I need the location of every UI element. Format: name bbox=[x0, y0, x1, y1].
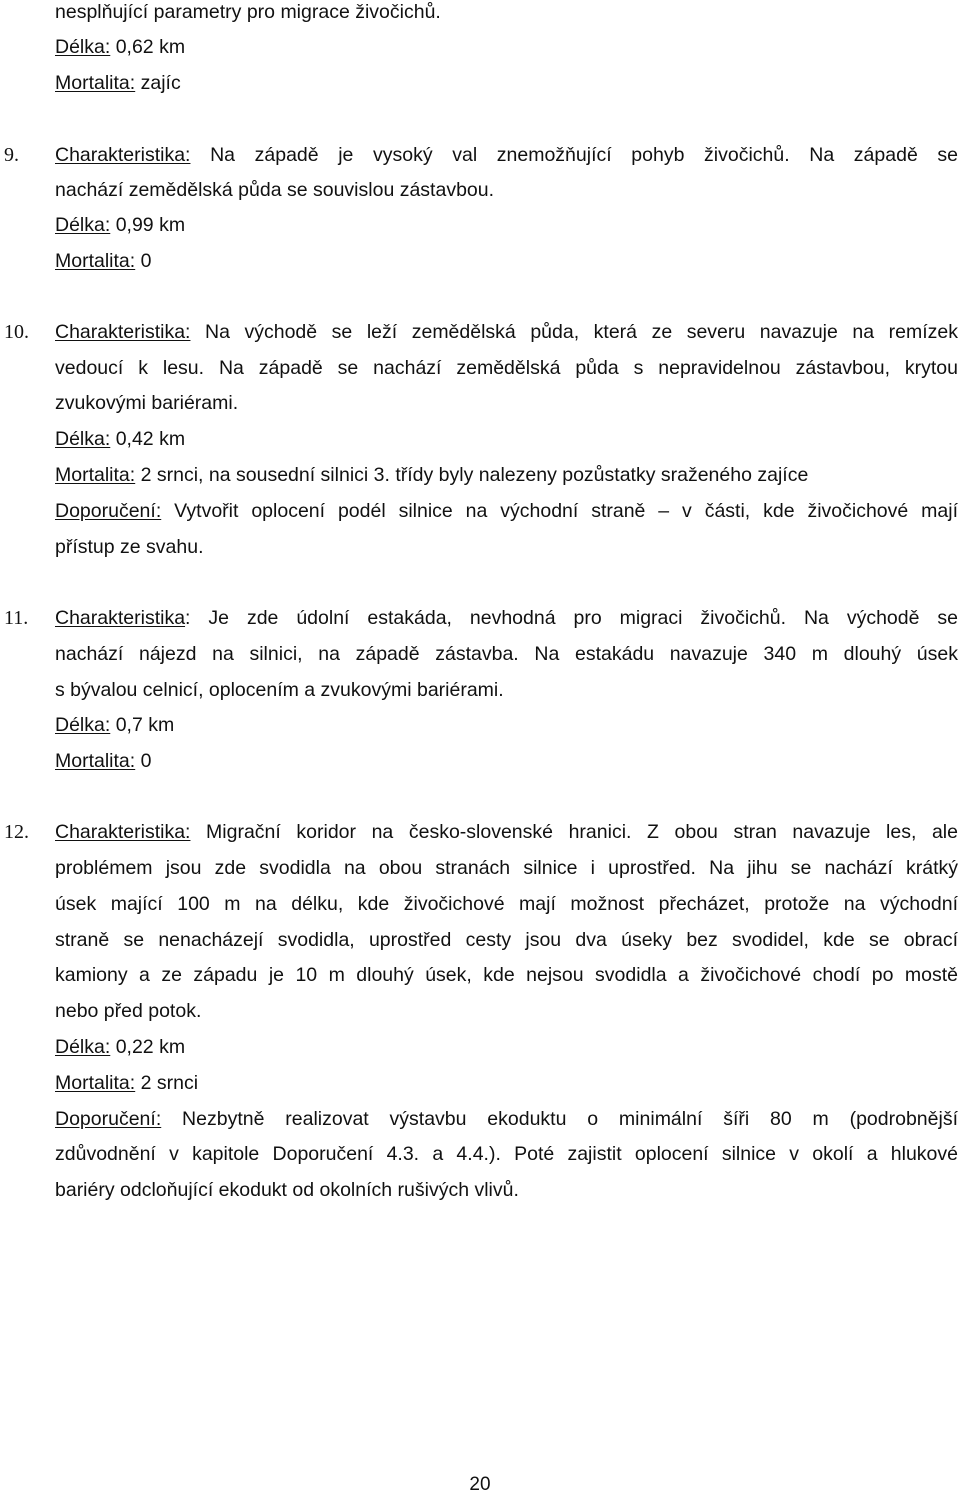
recommendation-text: Vytvořit oplocení podél silnice na východní straně – v části, kde živočichové mají bbox=[161, 500, 958, 522]
characteristic-text: Na východě se leží zemědělská půda, která ze severu navazuje na remízek bbox=[190, 321, 958, 343]
characteristic-text: Migrační koridor na česko-slovenské hranici. Z obou stran navazuje les, ale bbox=[190, 821, 958, 843]
mortality-label: Mortalita: bbox=[55, 1072, 136, 1094]
mortality-value: 0 bbox=[135, 750, 152, 772]
recommendation-text: Nezbytně realizovat výstavbu ekoduktu o minimální šíři 80 m (podrobnější bbox=[161, 1108, 958, 1130]
page-number: 20 bbox=[469, 1474, 491, 1495]
characteristic-text: : Je zde údolní estakáda, nevhodná pro migraci živočichů. Na východě se bbox=[185, 607, 958, 629]
item-number: 9. bbox=[4, 144, 19, 166]
item-12-text-line: úsek mající 100 m na délku, kde živočichové mají možnost přecházet, protože na východní bbox=[55, 893, 958, 915]
intro-text: nesplňující parametry pro migrace živočichů. bbox=[55, 1, 441, 23]
characteristic-label: Charakteristika: bbox=[55, 144, 191, 166]
mortality-label: Mortalita: bbox=[55, 72, 136, 94]
length-value: 0,7 km bbox=[110, 714, 175, 736]
mortality-value: 2 srnci, na sousední silnici 3. třídy byly nalezeny pozůstatky sraženého zajíce bbox=[135, 464, 809, 486]
item-number: 12. bbox=[4, 821, 29, 843]
mortality-value: zajíc bbox=[135, 72, 181, 94]
length-label: Délka: bbox=[55, 714, 111, 736]
length-label: Délka: bbox=[55, 214, 111, 236]
item-11-text-line: s bývalou celnicí, oplocením a zvukovými bariérami. bbox=[55, 679, 504, 701]
item-12-mortality bbox=[55, 1071, 960, 1095]
item-12-recommendation bbox=[55, 1107, 958, 1131]
item-10-text-line: zvukovými bariérami. bbox=[55, 392, 239, 414]
recommendation-label: Doporučení: bbox=[55, 500, 162, 522]
item-12-characteristic-line bbox=[55, 820, 958, 844]
recommendation-label: Doporučení: bbox=[55, 1108, 162, 1130]
length-value: 0,62 km bbox=[110, 36, 186, 58]
item-12-length bbox=[55, 1035, 960, 1059]
item-10-mortality bbox=[55, 463, 960, 487]
item-10-recommendation bbox=[55, 499, 958, 523]
item-9-length bbox=[55, 213, 960, 237]
item-9-mortality bbox=[55, 249, 960, 273]
length-value: 0,42 km bbox=[110, 428, 186, 450]
item-10-text-line: vedoucí k lesu. Na západě se nachází zemědělská půda s nepravidelnou zástavbou, krytou bbox=[55, 357, 958, 379]
length-label: Délka: bbox=[55, 428, 111, 450]
characteristic-label: Charakteristika: bbox=[55, 821, 191, 843]
item-9-text-line: nachází zemědělská půda se souvislou zástavbou. bbox=[55, 179, 495, 201]
item-number: 10. bbox=[4, 321, 29, 343]
item-10-length bbox=[55, 427, 960, 451]
characteristic-label: Charakteristika bbox=[55, 607, 186, 629]
length-value: 0,99 km bbox=[110, 214, 186, 236]
mortality-label: Mortalita: bbox=[55, 464, 136, 486]
intro-mortality bbox=[55, 71, 960, 95]
mortality-label: Mortalita: bbox=[55, 750, 136, 772]
item-12-recommendation-line: bariéry odcloňující ekodukt od okolních rušivých vlivů. bbox=[55, 1179, 519, 1201]
mortality-label: Mortalita: bbox=[55, 250, 136, 272]
item-10-recommendation-line: přístup ze svahu. bbox=[55, 536, 204, 558]
mortality-value: 2 srnci bbox=[135, 1072, 199, 1094]
item-12-text-line: nebo před potok. bbox=[55, 1000, 202, 1022]
intro-continuation bbox=[55, 0, 960, 24]
item-11-mortality bbox=[55, 749, 960, 773]
length-label: Délka: bbox=[55, 36, 111, 58]
item-12-text-line: straně se nenacházejí svodidla, uprostřed cesty jsou dva úseky bez svodidel, kde se obrací bbox=[55, 929, 958, 951]
intro-length bbox=[55, 35, 960, 59]
item-12-recommendation-line: zdůvodnění v kapitole Doporučení 4.3. a 4.4.). Poté zajistit oplocení silnice v okolí a hlukové bbox=[55, 1143, 958, 1165]
item-11-characteristic-line bbox=[55, 606, 958, 630]
length-label: Délka: bbox=[55, 1036, 111, 1058]
item-11-length bbox=[55, 713, 960, 737]
item-number: 11. bbox=[4, 607, 29, 629]
length-value: 0,22 km bbox=[110, 1036, 186, 1058]
item-12-text-line: kamiony a ze západu je 10 m dlouhý úsek, kde nejsou svodidla a živočichové chodí po mostě bbox=[55, 964, 958, 986]
item-12-text-line: problémem jsou zde svodidla na obou stranách silnice i uprostřed. Na jihu se nachází krátký bbox=[55, 857, 958, 879]
characteristic-label: Charakteristika: bbox=[55, 321, 191, 343]
mortality-value: 0 bbox=[135, 250, 152, 272]
item-9-characteristic-line bbox=[55, 143, 958, 167]
characteristic-text: Na západě je vysoký val znemožňující pohyb živočichů. Na západě se bbox=[190, 144, 958, 166]
item-11-text-line: nachází nájezd na silnici, na západě zástavba. Na estakádu navazuje 340 m dlouhý úsek bbox=[55, 643, 958, 665]
item-10-characteristic-line bbox=[55, 320, 958, 344]
